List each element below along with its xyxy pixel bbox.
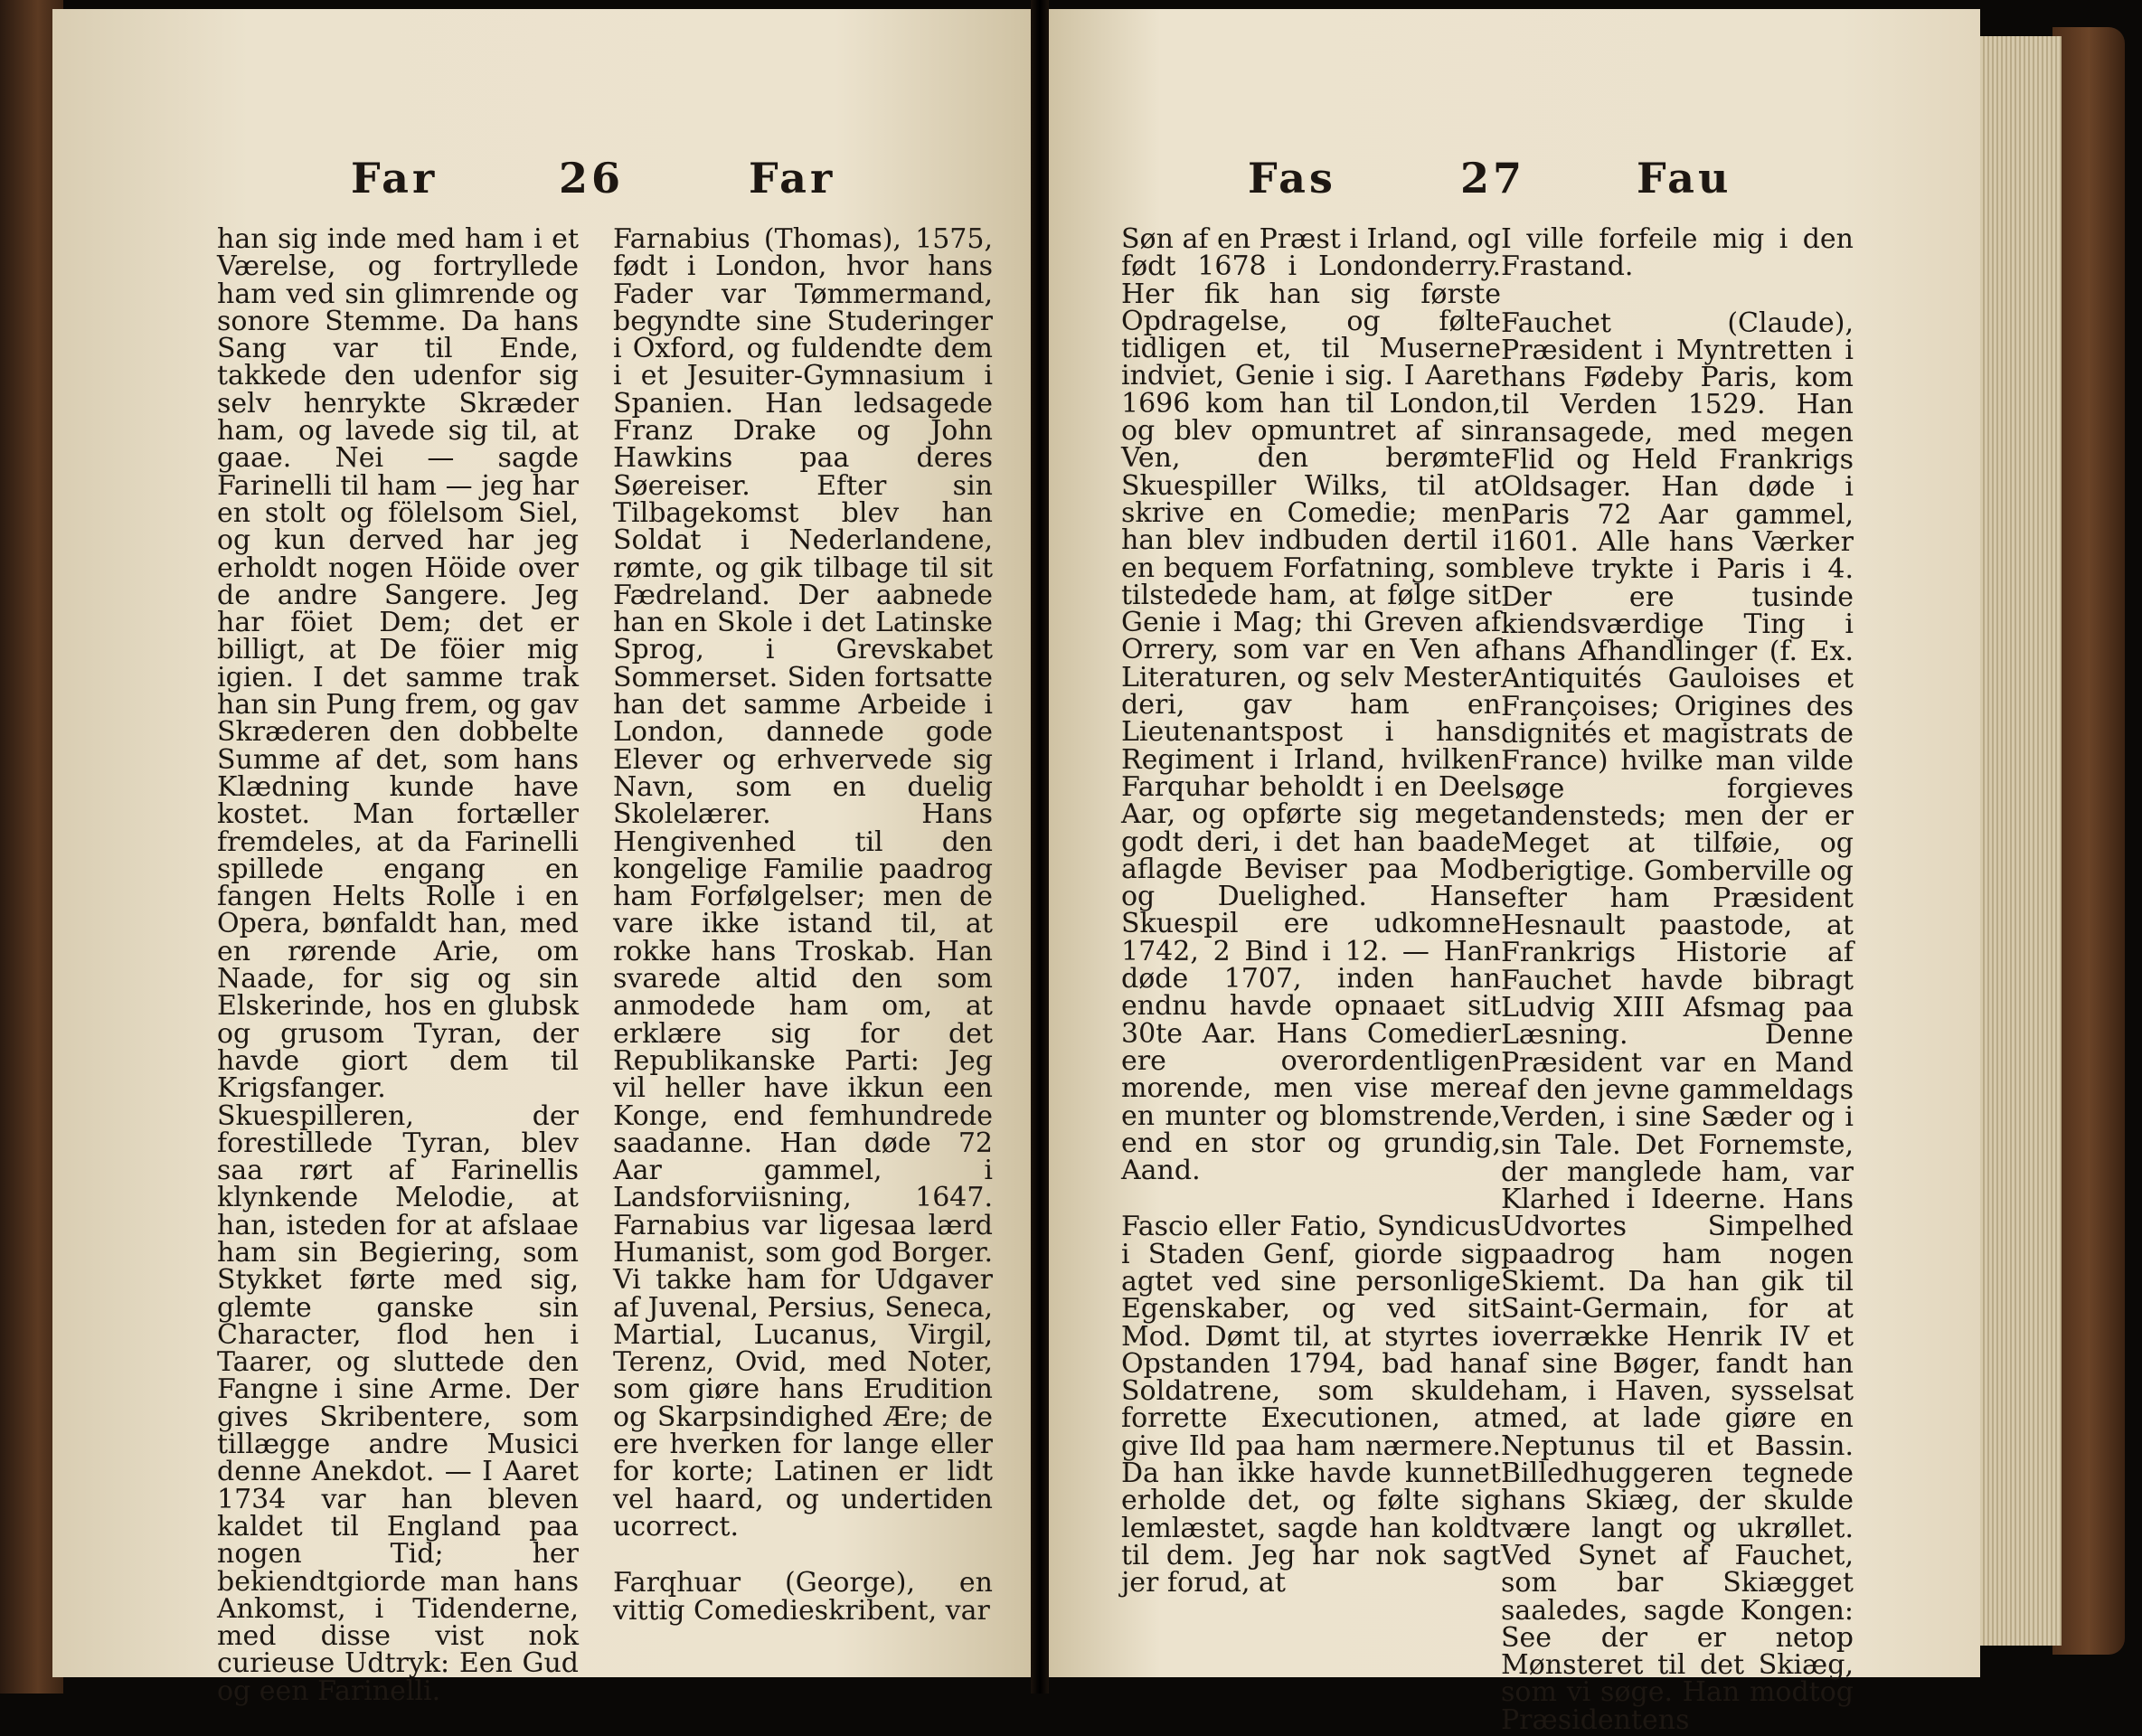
entry-fauchet: Fauchet (Claude), Præsident i Myntretten i hans Fødeby Paris, kom til Verden 1529. Han ransagede, med megen Flid og Held Frankrigs Oldsager. Han døde i Paris 72 Aar gammel, 1601. Alle hans Værker bleve trykte i Paris i 4. Der ere tusinde kiendsværdige Ting i hans Afhandlinger (f. Ex. Antiquités Gauloises et Françoises; Origines des dignités et magistrats de France) hvilke man vilde søge forgieves andensteds; men der er Meget at tilføie, og berigtige. Gomberville og efter ham Præsident Hesnault paastode, at Frankrigs Historie af Fauchet havde bibragt Ludvig XIII Afsmag paa Læsning. Denne Præsident var en Mand af den jevne gammeldags Verden, i sine Sæder og i sin Tale. Det Fornemste, der manglede ham, var Klarhed i Ideerne. Hans Udvortes Simpelhed paadrog ham nogen Skiemt. Da han gik til Saint-Germain, for at overrække Henrik IV et af sine Bøger, fandt han ham, i Haven, sysselsat med, at lade giøre en Neptunus til et Bassin. Billedhuggeren tegnede hans Skiæg, der skulde være langt og ukrøllet. Ved Synet af Fauchet, som bar Skiægget saaledes, sagde Kongen: See der er netop Mønsteret til det Skiæg, som vi søge. Han modtog Præsidentens [1501, 307, 1854, 1736]
page-edges [1980, 36, 2062, 1646]
guideword-left: Fas [1248, 154, 1336, 203]
page-number: 26 [559, 154, 625, 203]
text-column-2 [1501, 223, 1854, 1736]
left-page [52, 9, 1031, 1707]
entry-farnabius: Farnabius (Thomas), 1575, født i London, hvor hans Fader var Tømmermand, begyndte sine Studeringer i Oxford, og fuldendte dem i et Jesuiter-Gymnasium i Spanien. Han ledsagede Franz Drake og John Hawkins paa deres Søereiser. Efter sin Tilbagekomst blev han Soldat i Nederlandene, rømte, og gik tilbage til sit Fædreland. Der aabnede han en Skole i det Latinske Sprog, i Grevskabet Sommerset. Siden fortsatte han det samme Arbeide i London, dannede gode Elever og erhvervede sig Navn, som en duelig Skolelærer. Hans Hengivenhed til den kongelige Familie paadrog ham Forfølgelser; men de vare ikke istand til, at rokke hans Troskab. Han svarede altid den som anmodede ham om, at erklære sig for det Republikanske Parti: Jeg vil heller have ikkun een Konge, end femhundrede saadanne. Han døde 72 Aar gammel, i Landsforviisning, 1647. Farnabius var ligesaa lærd Humanist, som god Borger. Vi takke ham for Udgaver af Juvenal, Persius, Seneca, Martial, Lucanus, Virgil, Terenz, Ovid, med Noter, som giøre hans Erudition og Skarpsindighed Ære; de ere hverken for lange eller for korte; Latinen er lidt vel haard, og undertiden ucorrect. [613, 223, 993, 1543]
guideword-left: Far [351, 154, 439, 203]
entry-fascio-cont: I ville forfeile mig i den Frastand. [1501, 223, 1854, 283]
paragraph: han sig inde med ham i et Værelse, og fortryllede ham ved sin glimrende og sonore Stemme. Da hans Sang var til Ende, takkede den udenfor sig selv henrykte Skræder ham, og lavede sig til, at gaae. Nei — sagde Farinelli til ham — jeg har en stolt og fölelsom Siel, og kun derved har jeg erholdt nogen Höide over de andre Sangere. Jeg har föiet Dem; det er billigt, at De föier mig igien. I det samme trak han sin Pung frem, og gav Skræderen den dobbelte Summe af det, som hans Klædning kunde have kostet. Man fortæller fremdeles, at da Farinelli spillede engang en fangen Helts Rolle i en Opera, bønfaldt han, med en rørende Arie, om Naade, for sig og sin Elskerinde, hos en glubsk og grusom Tyran, der havde giort dem til Krigsfanger. Skuespilleren, der forestillede Tyran, blev saa rørt af Farinellis klynkende Melodie, at han, isteden for at afslaae ham sin Begiering, som Stykket førte med sig, glemte ganske sin Character, flod hen i Taarer, og sluttede den Fangne i sine Arme. Der gives Skribentere, som tillægge andre Musici denne Anekdot. — I Aaret 1734 var han bleven kaldet til England paa nogen Tid; her bekiendtgiorde man hans Ankomst, i Tidenderne, med disse vist nok curieuse Udtryk: Een Gud og een Farinelli. [217, 223, 579, 1707]
text-column-2 [613, 223, 993, 1627]
guideword-right: Fau [1637, 154, 1732, 203]
book-cover-right [2052, 27, 2125, 1655]
text-column-1 [217, 223, 579, 1707]
page-number: 27 [1460, 154, 1526, 203]
book-gutter [1031, 0, 1049, 1694]
text-column-1 [1121, 223, 1501, 1599]
entry-fascio: Fascio eller Fatio, Syndicus i Staden Genf, giorde sig agtet ved sine personlige Egenskaber, og ved sit Mod. Dømt til, at styrtes i Opstanden 1794, bad han Soldatrene, som skulde forrette Executionen, at give Ild paa ham nærmere. Da han ikke havde kunnet erholde det, og følte sig lemlæstet, sagde han koldt til dem. Jeg har nok sagt jer forud, at [1121, 1211, 1501, 1599]
right-page [1049, 9, 1980, 1736]
entry-farquhar-cont: Søn af en Præst i Irland, og født 1678 i Londonderry. Her fik han sig første Opdragelse, og følte tidligen et, til Muserne indviet, Genie i sig. I Aaret 1696 kom han til London, og blev opmuntret af sin Ven, den berømte Skuespiller Wilks, til at skrive en Comedie; men han blev indbuden dertil i en bequem Forfatning, som tilstedede ham, at følge sit Genie i Mag; thi Greven af Orrery, som var en Ven af Literaturen, og selv Mester deri, gav ham en Lieutenantspost i hans Regiment i Irland, hvilken Farquhar beholdt i en Deel Aar, og opførte sig meget godt deri, i det han baade aflagde Beviser paa Mod og Duelighed. Hans Skuespil ere udkomne 1742, 2 Bind i 12. — Han døde 1707, inden han endnu havde opnaaet sit 30te Aar. Hans Comedier ere overordentligen morende, men vise mere en munter og blomstrende, end en stor og grundig, Aand. [1121, 223, 1501, 1187]
guideword-right: Far [749, 154, 836, 203]
entry-farqhuar: Farqhuar (George), en vittig Comedieskribent, var [613, 1567, 993, 1627]
